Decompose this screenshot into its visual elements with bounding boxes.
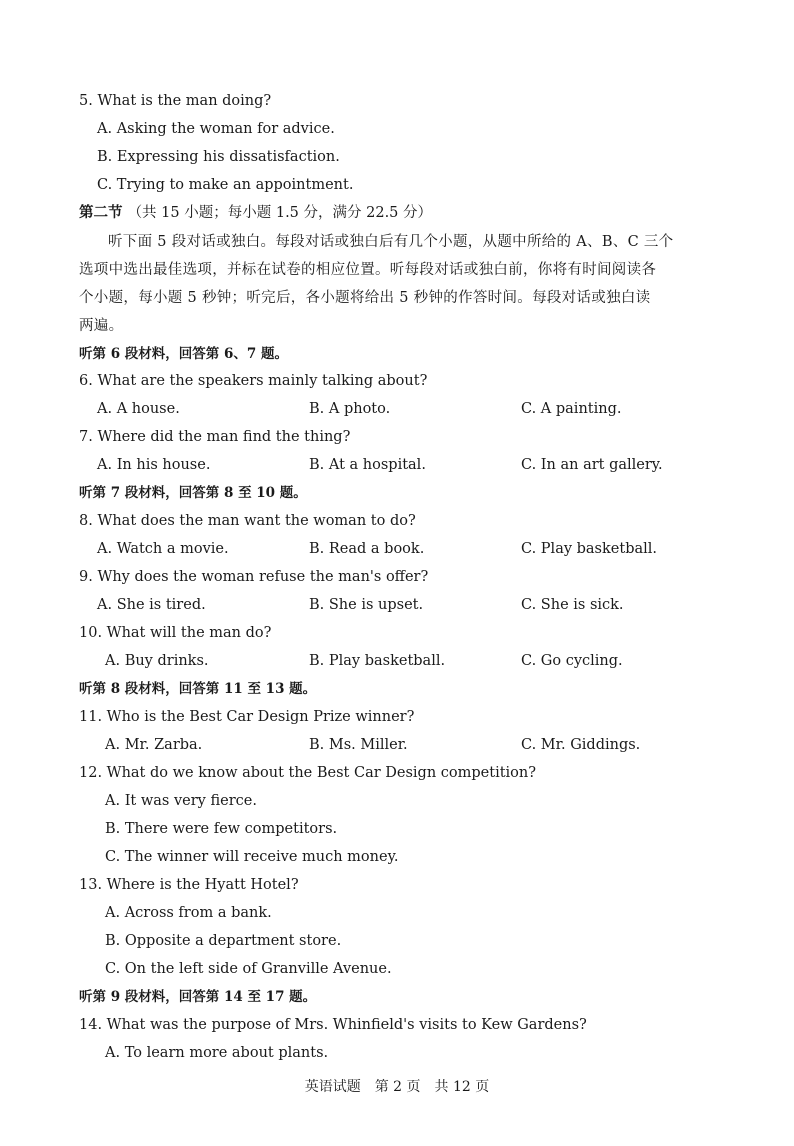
- question-13-option-b: B. Opposite a department store.: [105, 933, 342, 949]
- question-6-option-b: B. A photo.: [309, 401, 391, 417]
- group-9-header: 听第 9 段材料，回答第 14 至 17 题。: [79, 989, 317, 1005]
- question-5-option-a: A. Asking the woman for advice.: [97, 121, 335, 137]
- instructions-line-1: 听下面 5 段对话或独白。每段对话或独白后有几个小题，从题中所给的 A、B、C 三个: [108, 234, 674, 250]
- question-13-option-c: C. On the left side of Granville Avenue.: [105, 961, 392, 977]
- question-12-option-b: B. There were few competitors.: [105, 821, 338, 837]
- group-6-header: 听第 6 段材料，回答第 6、7 题。: [79, 346, 288, 362]
- page-footer: 英语试题 第 2 页 共 12 页: [304, 1079, 490, 1095]
- question-9-option-a: A. She is tired.: [97, 597, 206, 613]
- question-10-option-b: B. Play basketball.: [309, 653, 446, 669]
- question-7-stem: 7. Where did the man find the thing?: [79, 429, 351, 445]
- question-11-option-b: B. Ms. Miller.: [309, 737, 408, 753]
- question-12-stem: 12. What do we know about the Best Car Design competition?: [79, 765, 537, 781]
- question-9-option-b: B. She is upset.: [309, 597, 424, 613]
- question-5-option-c: C. Trying to make an appointment.: [97, 177, 354, 193]
- section-scoring-note: （共 15 小题；每小题 1.5 分，满分 22.5 分）: [127, 205, 433, 221]
- question-11-option-a: A. Mr. Zarba.: [105, 737, 203, 753]
- question-9-option-c: C. She is sick.: [521, 597, 624, 613]
- group-7-header: 听第 7 段材料，回答第 8 至 10 题。: [79, 485, 307, 501]
- question-11-option-c: C. Mr. Giddings.: [521, 737, 641, 753]
- question-13-stem: 13. Where is the Hyatt Hotel?: [79, 877, 299, 893]
- group-8-header: 听第 8 段材料，回答第 11 至 13 题。: [79, 681, 317, 697]
- instructions-line-2: 选项中选出最佳选项，并标在试卷的相应位置。听每段对话或独白前，你将有时间阅读各: [79, 262, 657, 278]
- instructions-line-4: 两遍。: [79, 318, 124, 334]
- question-14-option-a: A. To learn more about plants.: [105, 1045, 329, 1061]
- question-7-option-b: B. At a hospital.: [309, 457, 426, 473]
- question-13-option-a: A. Across from a bank.: [105, 905, 272, 921]
- question-10-option-c: C. Go cycling.: [521, 653, 623, 669]
- question-8-option-a: A. Watch a movie.: [97, 541, 229, 557]
- question-14-stem: 14. What was the purpose of Mrs. Whinfield's visits to Kew Gardens?: [79, 1017, 587, 1033]
- question-8-option-b: B. Read a book.: [309, 541, 425, 557]
- question-12-option-a: A. It was very fierce.: [105, 793, 257, 809]
- section-title: 第二节: [79, 205, 123, 221]
- question-8-option-c: C. Play basketball.: [521, 541, 658, 557]
- instructions-line-3: 个小题，每小题 5 秒钟；听完后，各小题将给出 5 秒钟的作答时间。每段对话或独白读: [79, 290, 651, 306]
- section-heading: [79, 203, 432, 223]
- question-10-option-a: A. Buy drinks.: [105, 653, 209, 669]
- question-6-option-a: A. A house.: [97, 401, 180, 417]
- question-6-stem: 6. What are the speakers mainly talking about?: [79, 373, 428, 389]
- question-11-stem: 11. Who is the Best Car Design Prize winner?: [79, 709, 415, 725]
- question-7-option-a: A. In his house.: [97, 457, 211, 473]
- question-10-stem: 10. What will the man do?: [79, 625, 272, 641]
- question-6-option-c: C. A painting.: [521, 401, 622, 417]
- question-9-stem: 9. Why does the woman refuse the man's offer?: [79, 569, 429, 585]
- question-5-option-b: B. Expressing his dissatisfaction.: [97, 149, 340, 165]
- question-7-option-c: C. In an art gallery.: [521, 457, 663, 473]
- question-12-option-c: C. The winner will receive much money.: [105, 849, 399, 865]
- question-5-stem: 5. What is the man doing?: [79, 93, 272, 109]
- question-8-stem: 8. What does the man want the woman to do?: [79, 513, 416, 529]
